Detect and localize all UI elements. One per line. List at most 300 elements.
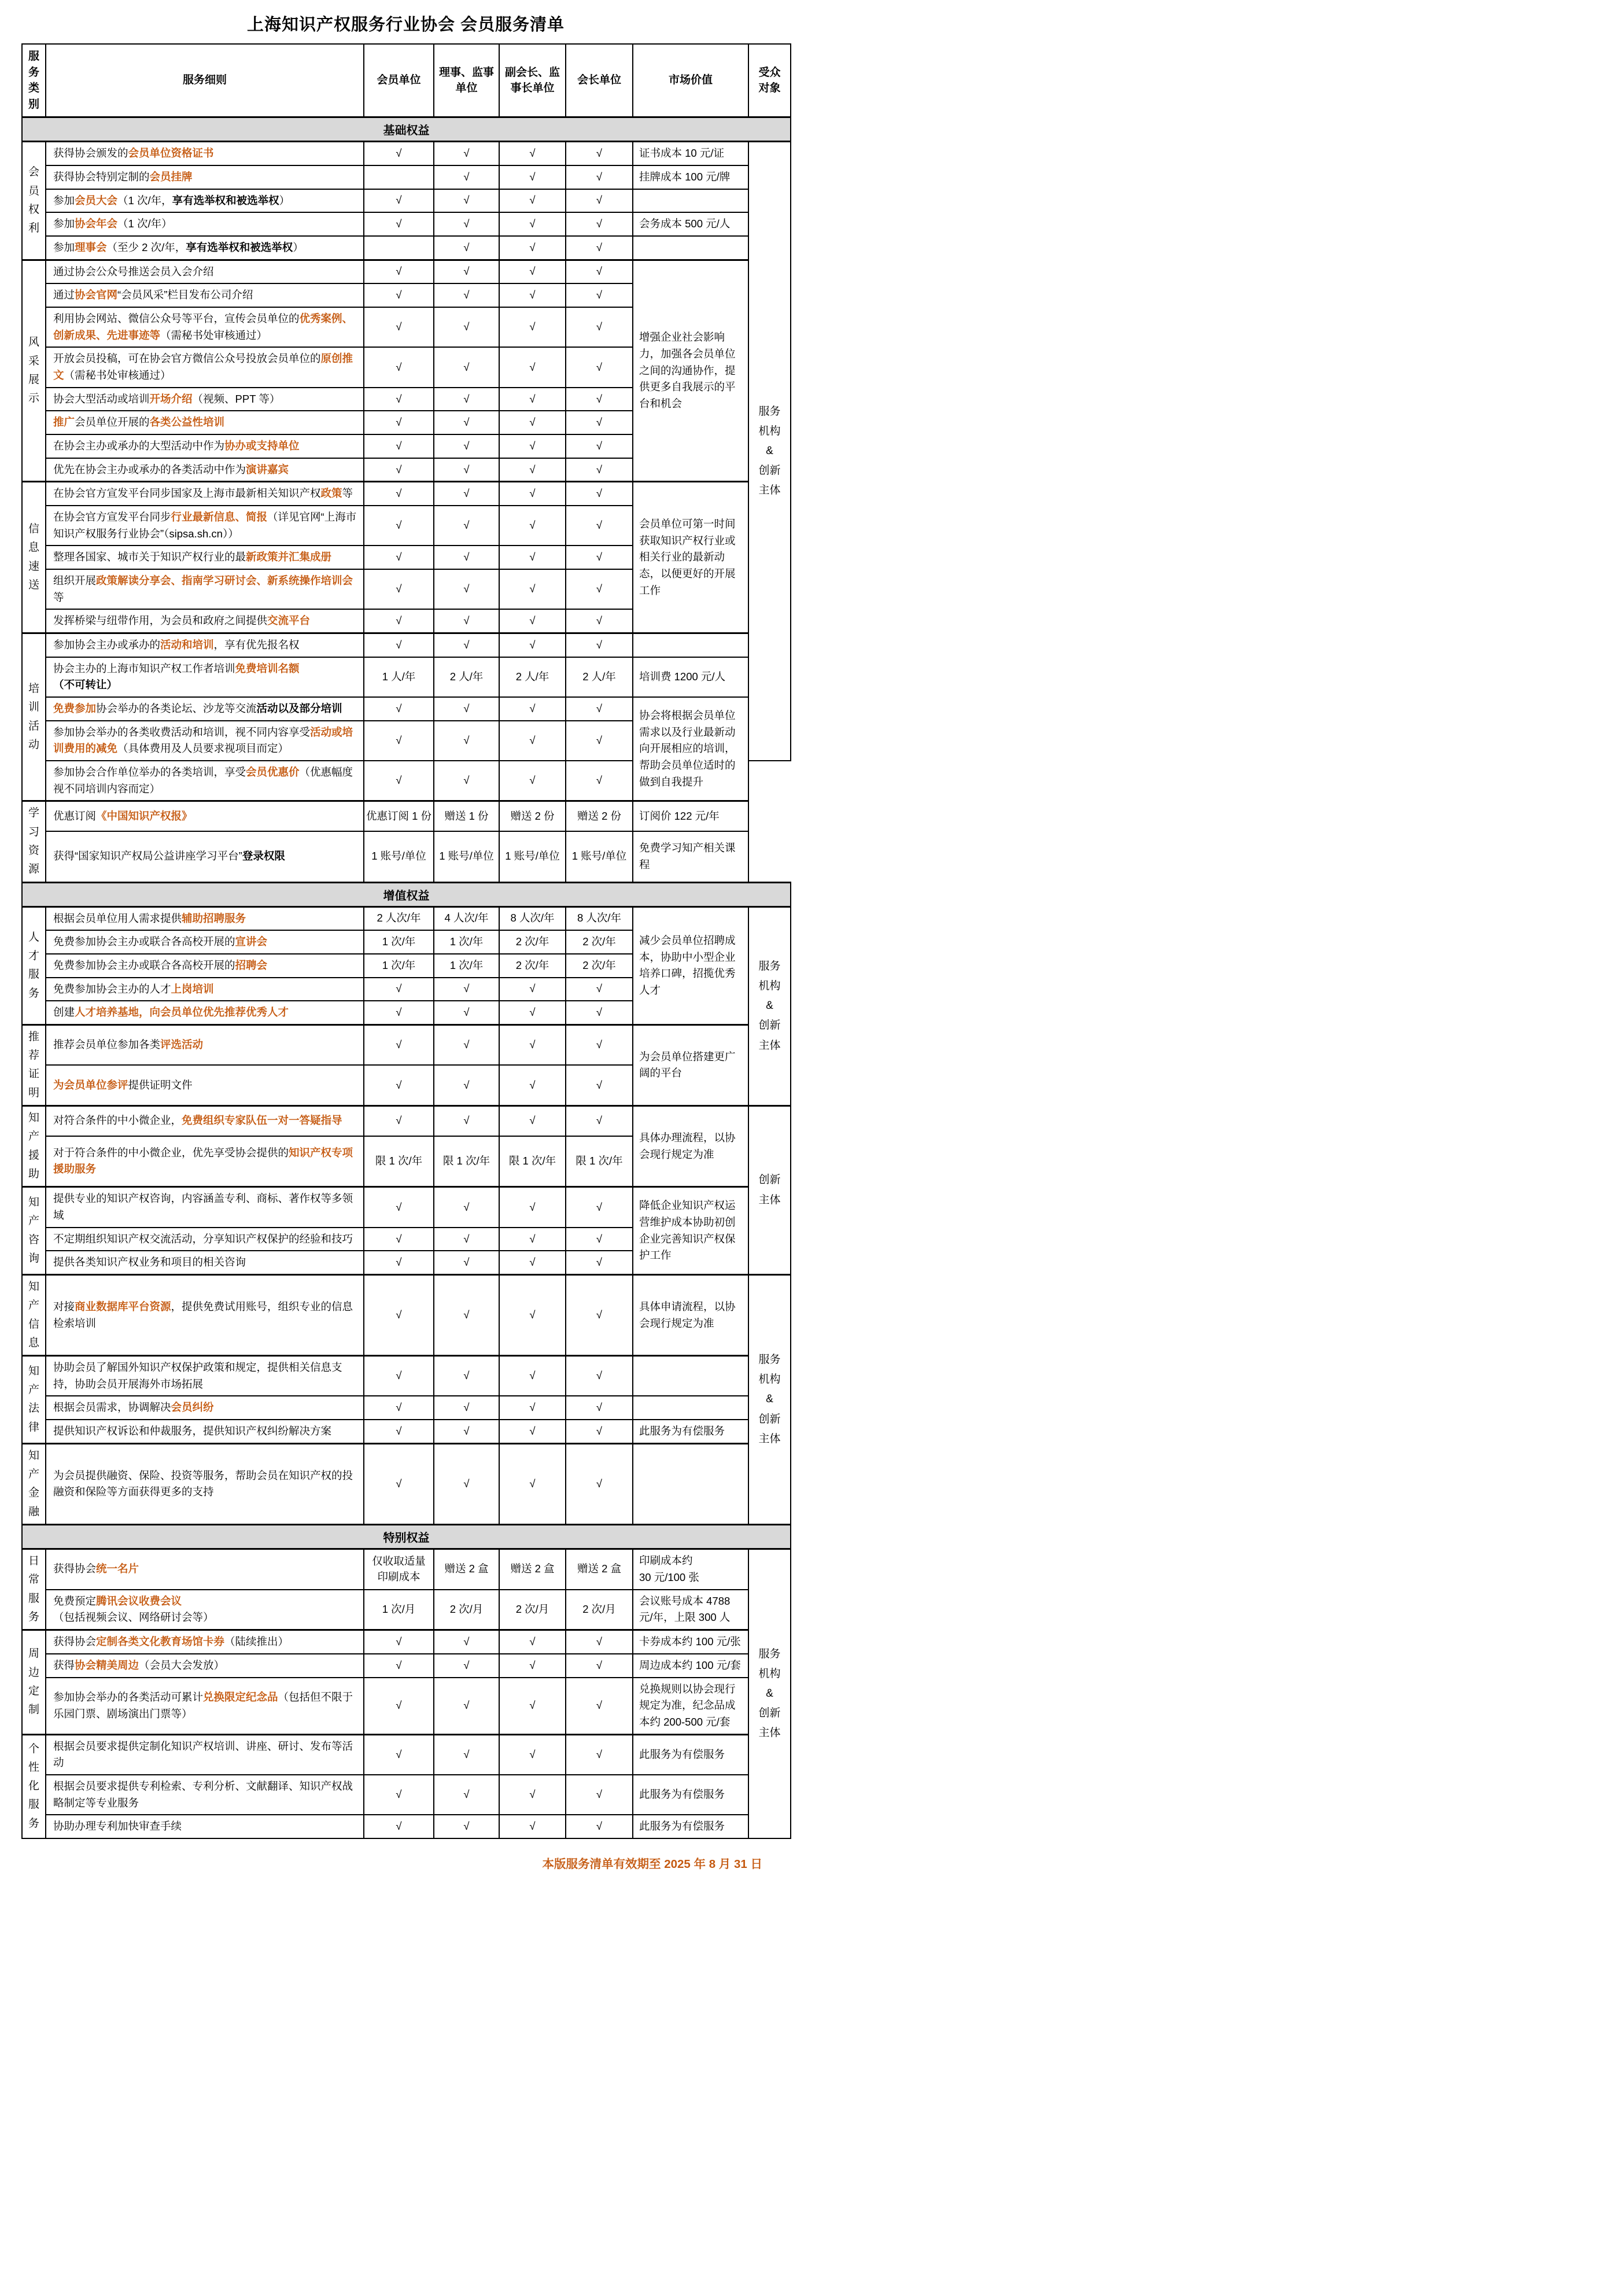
tier-value-cell: √	[499, 142, 566, 165]
detail-text: 对接	[53, 1300, 75, 1313]
tier-value-cell: √	[566, 1187, 633, 1228]
highlight-text: 交流平台	[267, 614, 311, 627]
tier-value-cell: √	[566, 721, 633, 761]
tier-value-cell: √	[434, 609, 499, 633]
tier-value-cell: √	[434, 546, 499, 569]
tier-value-cell: 2 人/年	[566, 657, 633, 697]
tier-value-cell: 2 次/月	[566, 1590, 633, 1630]
tier-value-cell: √	[434, 1734, 499, 1775]
detail-text: 为会员提供融资、保险、投资等服务，帮助会员在知识产权的投融资和保险等方面获得更多的支持	[53, 1469, 353, 1498]
tier-value-cell: √	[434, 1001, 499, 1024]
category-cell: 知产 咨询	[22, 1187, 46, 1275]
tier-value-cell: √	[566, 283, 633, 307]
tier-value-cell: √	[566, 388, 633, 411]
detail-text: 根据会员单位用人需求提供	[53, 912, 182, 924]
detail-text: （1 次/年）	[117, 218, 172, 230]
table-row	[22, 697, 791, 721]
table-row	[22, 212, 791, 236]
category-cell: 推荐 证明	[22, 1024, 46, 1105]
tier-value-cell: √	[566, 761, 633, 801]
detail-text: 通过	[53, 289, 75, 301]
service-detail-cell	[46, 458, 364, 482]
detail-text: 不定期组织知识产权交流活动，分享知识产权保护的经验和技巧	[53, 1232, 353, 1245]
tier-value-cell: √	[364, 142, 434, 165]
table-row	[22, 1356, 791, 1396]
highlight-text: 招聘会	[235, 959, 268, 971]
tier-value-cell: √	[364, 388, 434, 411]
tier-value-cell: √	[434, 1630, 499, 1654]
service-detail-cell	[46, 1228, 364, 1251]
tier-value-cell: √	[499, 1734, 566, 1775]
table-row	[22, 1187, 791, 1228]
tier-value-cell: √	[434, 458, 499, 482]
detail-text: 组织开展	[53, 574, 97, 587]
table-row	[22, 1775, 791, 1815]
column-header: 服务 类别	[22, 44, 46, 117]
tier-value-cell: √	[434, 978, 499, 1001]
tier-value-cell: 1 次/年	[364, 954, 434, 978]
tier-value-cell: √	[499, 1065, 566, 1105]
highlight-text: 腾讯会议收费会议	[96, 1594, 182, 1607]
table-row	[22, 831, 791, 882]
tier-value-cell: √	[499, 260, 566, 283]
detail-text: 享有选举权和被选举权	[186, 241, 293, 253]
tier-value-cell: √	[434, 236, 499, 260]
tier-value-cell: √	[364, 347, 434, 387]
table-row	[22, 1590, 791, 1630]
detail-text: 参加协会举办的各类收费活动和培训，视不同内容享受	[53, 725, 311, 738]
tier-value-cell: √	[364, 283, 434, 307]
detail-text: 根据会员需求，协调解决	[53, 1401, 171, 1414]
service-detail-cell	[46, 388, 364, 411]
detail-text: 活动以及部分培训	[256, 702, 342, 714]
market-value-cell: 具体办理流程，以协会现行规定为准	[633, 1106, 748, 1187]
tier-value-cell: √	[434, 482, 499, 506]
tier-value-cell: √	[434, 434, 499, 458]
tier-value-cell: √	[364, 546, 434, 569]
tier-value-cell: 2 次/年	[499, 954, 566, 978]
tier-value-cell: √	[434, 142, 499, 165]
tier-value-cell: √	[434, 506, 499, 546]
table-row	[22, 189, 791, 213]
tier-value-cell: √	[499, 212, 566, 236]
market-value-cell: 会务成本 500 元/人	[633, 212, 748, 236]
tier-value-cell: √	[364, 1024, 434, 1065]
category-cell: 知产 援助	[22, 1106, 46, 1187]
tier-value-cell: √	[364, 569, 434, 609]
tier-value-cell: √	[566, 1654, 633, 1678]
tier-value-cell: √	[499, 1356, 566, 1396]
tier-value-cell: √	[364, 609, 434, 633]
section-title: 特别权益	[22, 1525, 791, 1549]
tier-value-cell: √	[434, 761, 499, 801]
market-value-cell: 增强企业社会影响力，加强各会员单位之间的沟通协作，提供更多自我展示的平台和机会	[633, 260, 748, 482]
tier-value-cell: √	[499, 1228, 566, 1251]
tier-value-cell: √	[434, 1024, 499, 1065]
column-header: 副会长、监 事长单位	[499, 44, 566, 117]
tier-value-cell: √	[434, 1654, 499, 1678]
market-value-cell: 免费学习知产相关课程	[633, 831, 748, 882]
tier-value-cell: √	[434, 1443, 499, 1524]
detail-text: （不可转让）	[53, 679, 118, 691]
table-row	[22, 1106, 791, 1136]
detail-text: （至少 2 次/年，	[106, 241, 186, 253]
service-detail-cell	[46, 1775, 364, 1815]
category-cell: 风采 展示	[22, 260, 46, 482]
tier-value-cell: √	[434, 1815, 499, 1838]
tier-value-cell: √	[566, 609, 633, 633]
tier-value-cell: √	[364, 1654, 434, 1678]
category-cell: 培训 活动	[22, 633, 46, 801]
detail-text: 利用协会网站、微信公众号等平台，宣传会员单位的	[53, 312, 300, 325]
highlight-text: 会员优惠价	[246, 766, 300, 778]
market-value-cell	[633, 633, 748, 657]
tier-value-cell: √	[566, 1106, 633, 1136]
tier-value-cell: √	[364, 761, 434, 801]
detail-text: 参加协会举办的各类活动可累计	[53, 1690, 204, 1703]
table-row	[22, 236, 791, 260]
tier-value-cell: √	[499, 283, 566, 307]
detail-text: （优惠幅度视不同培训内容而定）	[53, 766, 353, 795]
tier-value-cell: √	[566, 347, 633, 387]
tier-value-cell: 8 人次/年	[566, 906, 633, 930]
tier-value-cell: √	[364, 260, 434, 283]
service-detail-cell	[46, 307, 364, 347]
highlight-text: 知识产权专项援助服务	[53, 1146, 353, 1175]
table-row	[22, 1396, 791, 1420]
tier-value-cell: 2 次/月	[499, 1590, 566, 1630]
detail-text: 根据会员要求提供专利检索、专利分析、文献翻译、知识产权战略制定等专业服务	[53, 1779, 353, 1809]
tier-value-cell: √	[434, 1274, 499, 1355]
service-detail-cell	[46, 1678, 364, 1735]
table-row	[22, 1420, 791, 1443]
audience-cell: 服务 机构 & 创新 主体	[748, 906, 791, 1106]
tier-value-cell: √	[364, 1187, 434, 1228]
validity-note: 本版服务清单有效期至 2025 年 8 月 31 日	[542, 1857, 762, 1871]
service-table-body	[22, 44, 791, 1838]
detail-text: 协会大型活动或培训	[53, 392, 150, 405]
tier-value-cell: 限 1 次/年	[434, 1136, 499, 1187]
tier-value-cell: √	[434, 1065, 499, 1105]
highlight-text: 演讲嘉宾	[246, 463, 289, 476]
tier-value-cell: √	[434, 1396, 499, 1420]
highlight-text: 理事会	[75, 241, 107, 253]
highlight-text: 人才培养基地，向会员单位优先推荐优秀人才	[75, 1006, 289, 1019]
tier-value-cell: √	[434, 260, 499, 283]
tier-value-cell: √	[499, 1001, 566, 1024]
service-detail-cell	[46, 1654, 364, 1678]
detail-text: 免费参加协会主办或联合各高校开展的	[53, 935, 235, 948]
detail-text: 在协会官方宣发平台同步国家及上海市最新相关知识产权	[53, 487, 321, 500]
audience-cell: 服务 机构 & 创新 主体	[748, 1549, 791, 1838]
service-detail-cell	[46, 831, 364, 882]
detail-text: 登录权限	[242, 850, 285, 863]
category-cell: 信息 速送	[22, 482, 46, 633]
page	[0, 0, 812, 1871]
tier-value-cell: 限 1 次/年	[499, 1136, 566, 1187]
detail-text: 等	[342, 487, 353, 500]
highlight-text: 政策	[320, 487, 342, 500]
tier-value-cell: √	[364, 1251, 434, 1274]
detail-text: 免费参加协会主办或联合各高校开展的	[53, 959, 235, 971]
tier-value-cell: √	[434, 697, 499, 721]
tier-value-cell: 赠送 2 份	[566, 801, 633, 831]
market-value-cell: 印刷成本约 30 元/100 张	[633, 1549, 748, 1590]
tier-value-cell: √	[364, 1274, 434, 1355]
column-header: 会长单位	[566, 44, 633, 117]
detail-text: 获得	[53, 1659, 75, 1671]
detail-text: 协会主办的上海市知识产权工作者培训	[53, 662, 235, 675]
tier-value-cell: √	[566, 1065, 633, 1105]
tier-value-cell: √	[364, 458, 434, 482]
table-row	[22, 260, 791, 283]
highlight-text: 优秀案例、创新成果、先进事迹等	[53, 312, 353, 341]
tier-value-cell	[364, 165, 434, 189]
highlight-text: 免费培训名额	[235, 662, 300, 675]
tier-value-cell: √	[364, 1678, 434, 1735]
detail-text: 获得协会特别定制的	[53, 170, 150, 183]
tier-value-cell: √	[566, 1734, 633, 1775]
tier-value-cell: √	[566, 458, 633, 482]
header-row	[22, 44, 791, 117]
service-detail-cell	[46, 1136, 364, 1187]
tier-value-cell: √	[434, 1678, 499, 1735]
tier-value-cell: √	[499, 633, 566, 657]
tier-value-cell: √	[434, 307, 499, 347]
tier-value-cell: 1 账号/单位	[566, 831, 633, 882]
table-row	[22, 1734, 791, 1775]
service-detail-cell	[46, 1815, 364, 1838]
tier-value-cell: √	[499, 506, 566, 546]
tier-value-cell: √	[499, 1106, 566, 1136]
service-detail-cell	[46, 434, 364, 458]
tier-value-cell: √	[499, 1678, 566, 1735]
audience-cell: 创新 主体	[748, 1106, 791, 1275]
category-cell: 个性 化 服务	[22, 1734, 46, 1838]
category-cell: 会员 权利	[22, 142, 46, 260]
tier-value-cell: √	[566, 307, 633, 347]
detail-text: 参加	[53, 218, 75, 230]
tier-value-cell: √	[499, 189, 566, 213]
detail-text: 获得协会颁发的	[53, 147, 128, 160]
service-detail-cell	[46, 1734, 364, 1775]
category-cell: 学习 资源	[22, 801, 46, 882]
tier-value-cell: 2 次/年	[566, 954, 633, 978]
service-detail-cell	[46, 906, 364, 930]
tier-value-cell: √	[434, 1356, 499, 1396]
category-cell: 知产 金融	[22, 1443, 46, 1524]
highlight-text: 协办或支持单位	[224, 439, 300, 452]
tier-value-cell: √	[566, 1678, 633, 1735]
highlight-text: 活动或培训费用的减免	[53, 725, 353, 755]
table-row	[22, 1443, 791, 1524]
highlight-text: 统一名片	[96, 1562, 139, 1575]
column-header: 受众 对象	[748, 44, 791, 117]
service-detail-cell	[46, 930, 364, 954]
detail-text: （具体费用及人员要求视项目而定）	[117, 742, 289, 755]
market-value-cell	[633, 1443, 748, 1524]
tier-value-cell: 1 次/年	[364, 930, 434, 954]
market-value-cell: 会员单位可第一时间获取知识产权行业或相关行业的最新动态，以便更好的开展工作	[633, 482, 748, 633]
tier-value-cell: 2 人/年	[499, 657, 566, 697]
market-value-cell: 此服务为有偿服务	[633, 1815, 748, 1838]
category-cell: 周边 定制	[22, 1630, 46, 1734]
tier-value-cell: √	[499, 697, 566, 721]
tier-value-cell: √	[434, 1187, 499, 1228]
service-detail-cell	[46, 1590, 364, 1630]
detail-text: 免费参加协会主办的人才	[53, 982, 171, 995]
tier-value-cell: √	[566, 506, 633, 546]
tier-value-cell	[364, 236, 434, 260]
tier-value-cell: 1 人/年	[364, 657, 434, 697]
tier-value-cell: 4 人次/年	[434, 906, 499, 930]
service-detail-cell	[46, 657, 364, 697]
highlight-text: 免费组织专家队伍一对一答疑指导	[182, 1114, 342, 1127]
tier-value-cell: 赠送 1 份	[434, 801, 499, 831]
tier-value-cell: √	[566, 236, 633, 260]
table-row	[22, 142, 791, 165]
market-value-cell: 降低企业知识产权运营维护成本协助初创企业完善知识产权保护工作	[633, 1187, 748, 1275]
column-header: 会员单位	[364, 44, 434, 117]
service-detail-cell	[46, 1420, 364, 1443]
tier-value-cell: √	[364, 721, 434, 761]
tier-value-cell: √	[499, 1630, 566, 1654]
tier-value-cell: √	[566, 1775, 633, 1815]
page-title: 上海知识产权服务行业协会 会员服务清单	[246, 16, 565, 34]
table-row	[22, 633, 791, 657]
detail-text: （1 次/年，	[117, 194, 172, 207]
tier-value-cell: √	[499, 165, 566, 189]
detail-text: 优惠订阅	[53, 809, 97, 822]
market-value-cell	[633, 189, 748, 213]
detail-text: “会员风采”栏目发布公司介绍	[117, 289, 253, 301]
tier-value-cell: √	[566, 1001, 633, 1024]
tier-value-cell: 1 账号/单位	[499, 831, 566, 882]
market-value-cell: 会议账号成本 4788 元/年，上限 300 人	[633, 1590, 748, 1630]
detail-text: 协助办理专利加快审查手续	[53, 1820, 182, 1833]
highlight-text: 协会官网	[75, 289, 118, 301]
highlight-text: 上岗培训	[171, 982, 214, 995]
tier-value-cell: √	[499, 1274, 566, 1355]
tier-value-cell: 2 次/年	[499, 930, 566, 954]
tier-value-cell: √	[364, 1443, 434, 1524]
table-row	[22, 1549, 791, 1590]
detail-text: ，提供免费试用账号，组织专业的信息检索培训	[53, 1300, 353, 1329]
tier-value-cell: √	[499, 1187, 566, 1228]
tier-value-cell: √	[364, 307, 434, 347]
category-cell: 日常 服务	[22, 1549, 46, 1630]
service-detail-cell	[46, 236, 364, 260]
table-row	[22, 1815, 791, 1838]
market-value-cell: 具体申请流程，以协会现行规定为准	[633, 1274, 748, 1355]
tier-value-cell: √	[499, 1815, 566, 1838]
detail-text: 在协会官方宣发平台同步	[53, 510, 171, 523]
column-header: 市场价值	[633, 44, 748, 117]
market-value-cell: 培训费 1200 元/人	[633, 657, 748, 697]
detail-text: 优先在协会主办或承办的各类活动中作为	[53, 463, 246, 476]
market-value-cell: 周边成本约 100 元/套	[633, 1654, 748, 1678]
tier-value-cell: √	[566, 165, 633, 189]
detail-text: 提供知识产权诉讼和仲裁服务，提供知识产权纠纷解决方案	[53, 1425, 332, 1438]
tier-value-cell: √	[566, 697, 633, 721]
tier-value-cell: 赠送 2 盒	[566, 1549, 633, 1590]
tier-value-cell: √	[434, 283, 499, 307]
detail-text: （会员大会发放）	[139, 1659, 225, 1671]
tier-value-cell: √	[499, 1024, 566, 1065]
tier-value-cell: √	[499, 1396, 566, 1420]
audience-cell: 服务 机构 & 创新 主体	[748, 1274, 791, 1524]
detail-text: 免费预定	[53, 1594, 97, 1607]
tier-value-cell: √	[499, 482, 566, 506]
service-detail-cell	[46, 546, 364, 569]
detail-text: 协会举办的各类论坛、沙龙等交流	[96, 702, 257, 714]
tier-value-cell: √	[364, 1356, 434, 1396]
market-value-cell	[633, 236, 748, 260]
tier-value-cell: √	[364, 1228, 434, 1251]
tier-value-cell: √	[434, 1251, 499, 1274]
service-detail-cell	[46, 1356, 364, 1396]
detail-text: 对于符合条件的中小微企业，优先享受协会提供的	[53, 1146, 289, 1159]
tier-value-cell: √	[566, 189, 633, 213]
service-detail-cell	[46, 1549, 364, 1590]
tier-value-cell: √	[364, 1630, 434, 1654]
tier-value-cell: √	[434, 1228, 499, 1251]
table-row	[22, 906, 791, 930]
tier-value-cell: 1 账号/单位	[434, 831, 499, 882]
service-detail-cell	[46, 347, 364, 387]
category-cell: 知产 信息	[22, 1274, 46, 1355]
highlight-text: 推广	[53, 416, 75, 429]
highlight-text: 政策解读分享会、指南学习研讨会、新系统操作培训会	[96, 574, 353, 587]
tier-value-cell: √	[434, 165, 499, 189]
service-detail-cell	[46, 1024, 364, 1065]
tier-value-cell: √	[364, 978, 434, 1001]
service-detail-cell	[46, 1001, 364, 1024]
tier-value-cell: √	[364, 189, 434, 213]
highlight-text: 行业最新信息、简报	[171, 510, 268, 523]
detail-text: 推荐会员单位参加各类	[53, 1038, 161, 1051]
tier-value-cell: √	[434, 388, 499, 411]
tier-value-cell: √	[499, 1654, 566, 1678]
detail-text: 发挥桥梁与纽带作用，为会员和政府之间提供	[53, 614, 268, 627]
detail-text: （陆续推出）	[224, 1635, 289, 1648]
tier-value-cell: √	[566, 1815, 633, 1838]
highlight-text: 协会年会	[75, 218, 118, 230]
service-detail-cell	[46, 506, 364, 546]
detail-text: 参加	[53, 194, 75, 207]
tier-value-cell: √	[434, 189, 499, 213]
service-detail-cell	[46, 411, 364, 434]
tier-value-cell: √	[566, 1356, 633, 1396]
service-detail-cell	[46, 609, 364, 633]
table-row	[22, 1024, 791, 1065]
service-detail-cell	[46, 978, 364, 1001]
detail-text: （包括但不限于乐园门票、剧场演出门票等）	[53, 1690, 353, 1720]
highlight-text: 活动和培训	[160, 638, 214, 651]
tier-value-cell: √	[566, 1443, 633, 1524]
market-value-cell	[633, 1356, 748, 1396]
table-row	[22, 482, 791, 506]
tier-value-cell: √	[499, 569, 566, 609]
tier-value-cell: √	[434, 411, 499, 434]
service-detail-cell	[46, 1630, 364, 1654]
service-detail-cell	[46, 1065, 364, 1105]
service-detail-cell	[46, 482, 364, 506]
tier-value-cell: √	[566, 411, 633, 434]
detail-text: （视频、PPT 等）	[192, 392, 281, 405]
tier-value-cell: √	[499, 1775, 566, 1815]
table-row	[22, 165, 791, 189]
